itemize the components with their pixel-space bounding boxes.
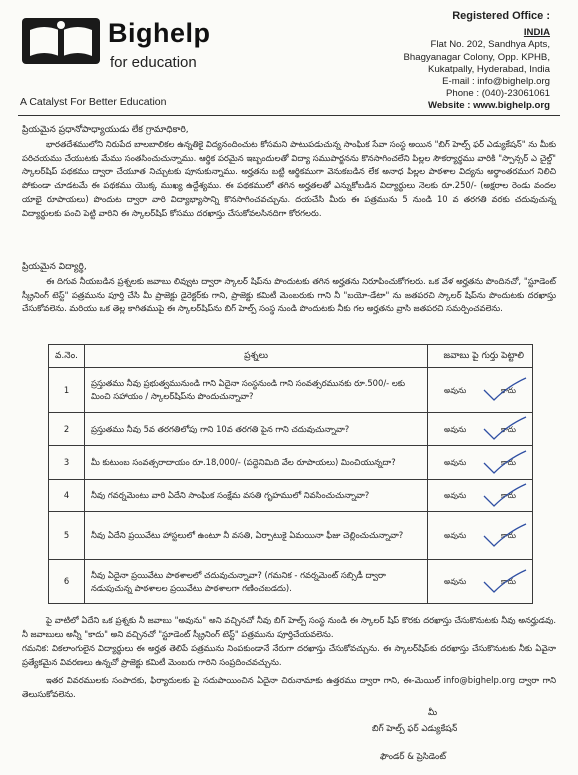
answer-cell[interactable] <box>428 446 533 480</box>
table-row <box>49 413 533 446</box>
office-address-line: Bhagyanagar Colony, Opp. KPHB, <box>403 51 550 63</box>
row-number: 3 <box>49 446 85 480</box>
contact-paragraph: ఇతర వివరములకు సంపాదకు, ఫిర్యాదులకు పై సదుపాయించిన ఏదైనా చిరునామాకు ఉత్తరము ద్వారా గాని, ఈ-మెయిల్ info@bighelp.org ద్వారా గాని తెలుసుకోవలెను. <box>22 675 556 699</box>
answer-cell[interactable] <box>428 480 533 512</box>
table-row <box>49 368 533 413</box>
book-logo-icon <box>22 16 100 66</box>
answer-yes[interactable]: అవును <box>444 531 467 540</box>
answer-cell[interactable] <box>428 368 533 413</box>
answer-yes[interactable]: అవును <box>444 424 467 434</box>
eligibility-paragraph: పై వాటిలో ఏదేని ఒక ప్రశ్నకు నీ జవాబు "అవును" అని వచ్చినచో నీవు బిగ్ హెల్ప్ సంస్థ నుండి ఈ స్కాలర్ షిప్ కొరకు దరఖాస్తు చేసుకొనుటకు నీవు అనర్హుడవు. నీ జవాబులు అన్నీ "కాదు" అని వచ్చినచో "స్టూడెంట్ స్క్రీనింగ్ టెస్ట్" పత్రమును పూర్తిచేయవలెను. <box>22 615 556 639</box>
answer-no[interactable]: కాదు <box>501 531 516 540</box>
answer-yes[interactable]: అవును <box>444 577 467 586</box>
signature-organization: బిగ్ హెల్ప్ ఫర్ ఎడ్యుకేషన్ <box>372 724 458 734</box>
signature-title: ఫౌండర్ & ప్రెసిడెంట్ <box>380 752 446 762</box>
question-text: నీవు ఏదేని ప్రయివేటు హాస్టలులో ఉంటూ నీ వసతి, ఏర్పాటుకై ఏమయినా ఫీజు చెల్లించుచున్నావా? <box>85 512 428 560</box>
answer-no[interactable]: కాదు <box>501 424 516 434</box>
signature-initial: మీ <box>428 708 438 718</box>
row-number: 5 <box>49 512 85 560</box>
office-address-line: Flat No. 202, Sandhya Apts, <box>430 39 550 51</box>
brand-subtitle: for education <box>110 54 197 71</box>
office-country: INDIA <box>523 27 550 39</box>
answer-cell[interactable] <box>428 512 533 560</box>
checkmark-icon <box>482 449 528 475</box>
office-phone: Phone : (040)-23061061 <box>445 88 550 100</box>
row-number: 6 <box>49 560 85 604</box>
office-title: Registered Office : <box>452 10 550 22</box>
table-header-row <box>49 345 533 368</box>
question-text: నీవు గవర్నమెంటు వారి ఏదేని సాంఘిక సంక్షేమ వసతి గృహములో నివసించుచున్నావా? <box>85 480 428 512</box>
table-row <box>49 446 533 480</box>
question-text: ప్రస్తుతము నీవు ప్రభుత్వమునుండి గాని ఏదైనా సంస్థనుండి గాని సంవత్సరమునకు రూ.500/- లకు మించి సహాయం / స్కాలర్‌షిప్‌ను పొందుచున్నావా? <box>85 368 428 413</box>
row-number: 1 <box>49 368 85 413</box>
table-row <box>49 480 533 512</box>
header-divider <box>18 115 560 116</box>
answer-cell[interactable] <box>428 560 533 604</box>
office-website: Website : www.bighelp.org <box>427 100 550 112</box>
answer-no[interactable]: కాదు <box>501 577 516 586</box>
office-email: E-mail : info@bighelp.org <box>442 76 550 88</box>
table-row <box>49 560 533 604</box>
answer-yes[interactable]: అవును <box>444 385 467 395</box>
intro-paragraph: భారతదేశములోని నిరుపేద బాలబాలికల ఉన్నతికై విద్యనందించుట కోసమని పాటుపడుచున్న సాంఘిక సేవా సంస్థ అయిన "బిగ్ హెల్ప్ ఫర్ ఎడ్యుకేషన్" ను మీకు పరిచయము చేయుటకు మేము సంతసించుచున్నాము. ఆర్థిక పరమైన ఇబ్బందులతో విద్యా సముపార్జనను కొనసాగించలేని పిల్లల సౌకర్యార్థము వారికి "స్పాన్సర్ ఎ చైల్డ్" స్కాలర్‌షిప్ పథకము ద్వారా చేయూత నిచ్చుటకు పూనుకున్నాము. అర్హతను బట్టి ఆర్థికముగా వెనుకబడిన లేక అనాధ పిల్లల పాఠశాల విద్యను అర్థాంతరముగ నిలిచి పోకుండా చూడటమే ఈ పథకము యొక్క ముఖ్య ఉద్దేశ్యము. ఈ పథకములో తగిన అర్హతలతో ఎన్నుకోబడిన విద్యార్థులు నెలకు రూ.250/- (అక్షరాల రెండు వందల యాభై రూపాయలు) పొందుట ద్వారా వారి విద్యాభ్యాసాన్ని కొనసాగించవచ్చును. దయచేసి మీరు ఈ పత్రమును 5 నుండి 10 వ తరగతి వరకు చదువుచున్న విద్యార్థులకు పంచి పెట్టి వారిని ఈ స్కాలర్‌షిప్ కోసము దరఖాస్తు చేసుకోవలసినదిగా కోరగలరు. <box>22 139 556 218</box>
instructions-paragraph: ఈ దిగువ నీయబడిన ప్రశ్నలకు జవాబు లివ్వుట ద్వారా స్కాలర్ షిప్‌ను పొందుటకు తగిన అర్హతను నిరూపించుకోగలరు. ఒక వేళ అర్హతను పొందినచో, "స్టూడెంట్ స్క్రీనింగ్ టెస్ట్" పత్రమును పూర్తి చేసి మీ ప్రాజెక్టు డైరెక్టర్‌కు గాని, ప్రాజెక్టు కమిటీ మెంబరుకు గాని నీ "బయో-డేటా" ను జతపరచి స్కాలర్ షిప్‌ను పొందుటకు దరఖాస్తు చేసుకోవలెను. మరియు ఒక తెల్ల కాగితముపై ఈ స్కాలర్‌షిప్‌ను బిగ్ హెల్ప్ సంస్థ నుండి పొందుటకు నీకు గల అర్హతను వ్రాసి జతపరచి సమర్పించవలెను. <box>22 276 556 314</box>
column-header-answer: జవాబు పై గుర్తు పెట్టాలి <box>428 345 533 368</box>
question-text: ప్రస్తుతము నీవు 5వ తరగతిలోపు గాని 10వ తరగతి పైన గాని చదువుచున్నావా? <box>85 413 428 446</box>
office-address-line: Kukatpally, Hyderabad, India <box>428 63 550 75</box>
tagline: A Catalyst For Better Education <box>20 96 167 108</box>
question-text: నీవు ఏదైనా ప్రయివేటు పాఠశాలలో చదువుచున్నావా? (గమనిక - గవర్నమెంట్ సబ్సిడీ ద్వారా నడుపుచున్న పాఠశాలల ప్రయివేటు పాఠశాలగా గణించబడదు). <box>85 560 428 604</box>
answer-cell[interactable] <box>428 413 533 446</box>
eligibility-table <box>48 344 533 604</box>
table-row <box>49 512 533 560</box>
checkmark-icon <box>482 482 528 508</box>
row-number: 4 <box>49 480 85 512</box>
column-header-number: వ.నెం. <box>49 345 85 368</box>
checkmark-icon <box>482 568 528 594</box>
brand-name: Bighelp <box>108 18 211 48</box>
note-paragraph: గమనిక: వికలాంగులైన విద్యార్థులు ఈ అర్హత తెలిపే పత్రమును నింపకుండానే నేరుగా దరఖాస్తు చేసుకోవచ్చును. ఈ స్కాలర్‌షిప్‌కు దరఖాస్తు చేసుకొనుటకు నీకు ఏవైనా ప్రత్యేకమైన వివరణలు ఉన్నచో ప్రాజెక్టు కమిటీ మెంబరు గారిని సంప్రదించవచ్చును. <box>22 643 556 667</box>
salutation-headmaster: ప్రియమైన ప్రధానోపాధ్యాయుడు లేక గ్రామాధికారి, <box>22 125 189 135</box>
answer-no[interactable]: కాదు <box>501 458 516 467</box>
row-number: 2 <box>49 413 85 446</box>
answer-no[interactable]: కాదు <box>501 491 516 500</box>
question-text: మీ కుటుంబ సంవత్సరాదాయం రూ.18,000/- (పద్దెనిమిది వేల రూపాయలు) మించియున్నదా? <box>85 446 428 480</box>
checkmark-icon <box>482 376 528 402</box>
answer-yes[interactable]: అవును <box>444 491 467 500</box>
checkmark-icon <box>482 522 528 548</box>
answer-yes[interactable]: అవును <box>444 458 467 467</box>
checkmark-icon <box>482 415 528 441</box>
column-header-questions: ప్రశ్నలు <box>85 345 428 368</box>
registered-office-block <box>404 10 550 113</box>
salutation-student: ప్రియమైన విద్యార్థి, <box>22 262 87 272</box>
answer-no[interactable]: కాదు <box>501 385 516 395</box>
